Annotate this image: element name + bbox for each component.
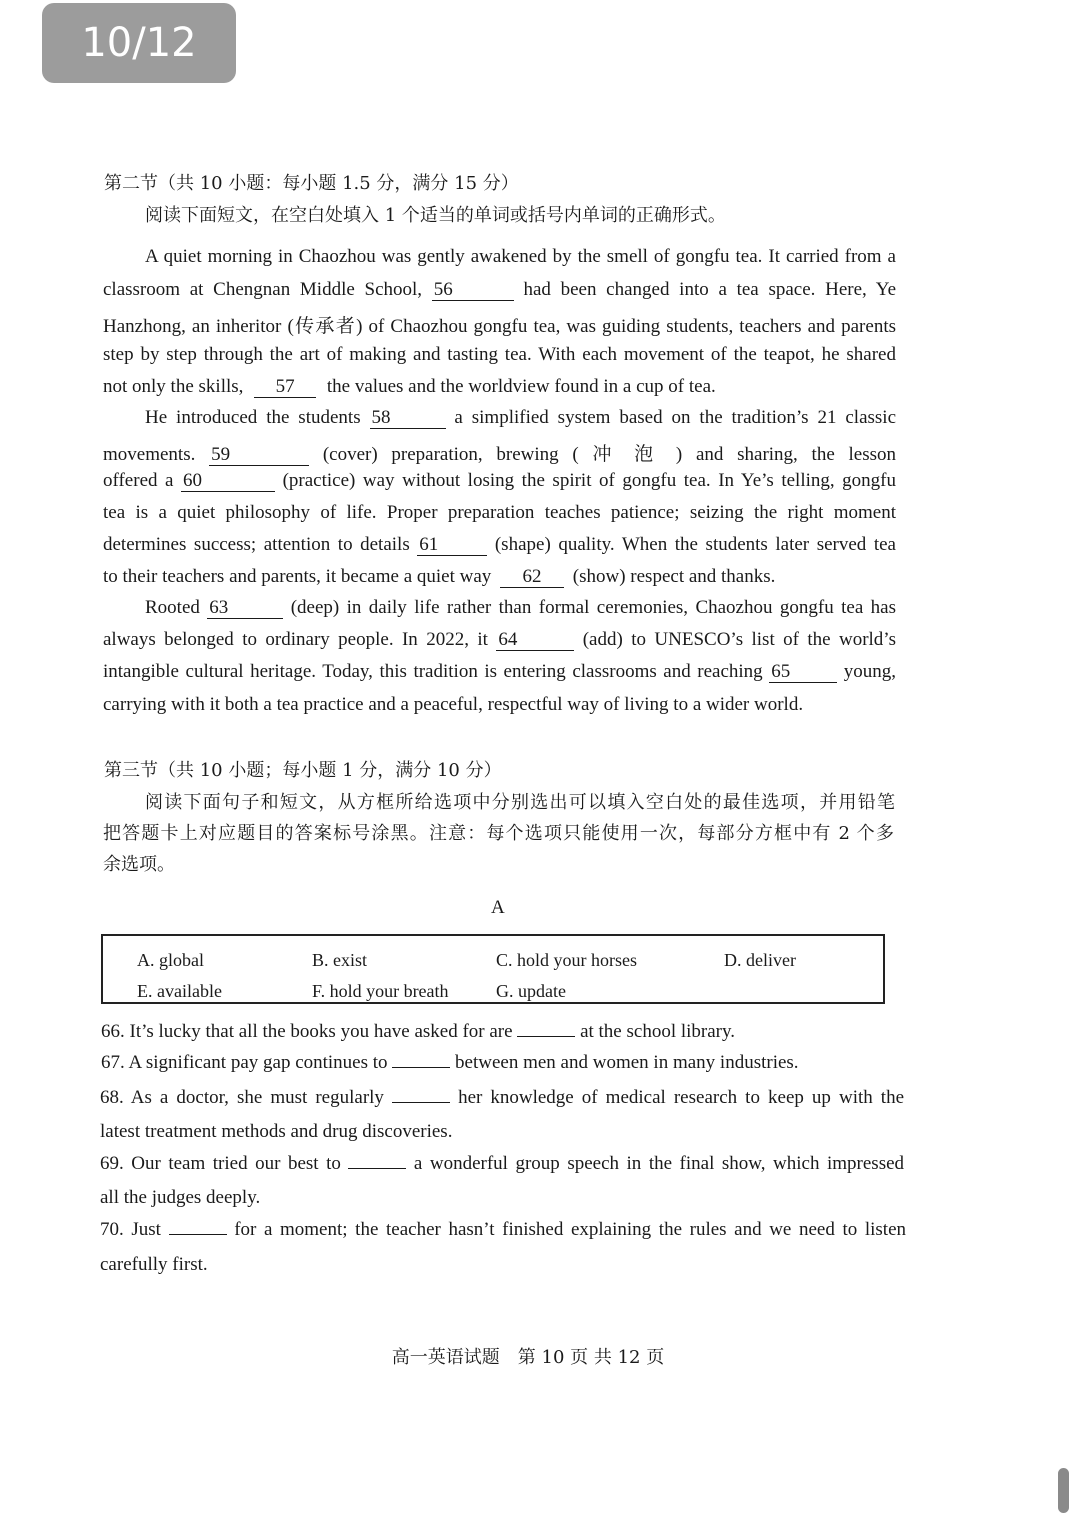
blank-65[interactable]: 65 <box>769 662 837 683</box>
passage-line: always belonged to ordinary people. In 2022, it 64 (add) to UNESCO’s list of the world’s <box>103 629 896 650</box>
question-70-cont: carefully first. <box>100 1254 208 1275</box>
passage-line: to their teachers and parents, it became a quiet way 62 (show) respect and thanks. <box>103 566 776 587</box>
option-b: B. exist <box>312 950 368 970</box>
question-66: 66. It’s lucky that all the books you have asked for are at the school library. <box>101 1021 736 1042</box>
passage-line: Hanzhong, an inheritor (传承者) of Chaozhou gongfu tea, was guiding students, teachers and parents <box>103 316 896 337</box>
passage-line: Rooted 63 (deep) in daily life rather than formal ceremonies, Chaozhou gongfu tea has <box>145 597 896 618</box>
blank-58[interactable]: 58 <box>370 408 446 429</box>
blank-60[interactable]: 60 <box>181 471 275 492</box>
blank-62[interactable]: 62 <box>500 567 564 588</box>
option-d: D. deliver <box>724 950 796 970</box>
passage-line: step by step through the art of making and tasting tea. With each movement of the teapot, he shared <box>103 344 896 365</box>
passage-line: classroom at Chengnan Middle School, 56 had been changed into a tea space. Here, Ye <box>103 279 897 300</box>
blank-63[interactable]: 63 <box>207 598 283 619</box>
question-69-cont: all the judges deeply. <box>100 1187 261 1208</box>
passage-line: movements. 59 (cover) preparation, brewing ( 冲 泡 ) and sharing, the lesson <box>103 444 896 465</box>
page-counter-badge: 10/12 <box>42 3 236 83</box>
passage-line: offered a 60 (practice) way without losing the spirit of gongfu tea. In Ye’s telling, gongfu <box>103 470 897 491</box>
question-68: 68. As a doctor, she must regularly her knowledge of medical research to keep up with the <box>100 1087 905 1108</box>
question-70: 70. Just for a moment; the teacher hasn’t finished explaining the rules and we need to listen <box>100 1219 907 1240</box>
scrollbar-thumb[interactable] <box>1058 1468 1069 1513</box>
section3-instruction: 把答题卡上对应题目的答案标号涂黑。注意：每个选项只能使用一次，每部分方框中有 2 个多 <box>103 823 894 844</box>
section3-instruction: 阅读下面句子和短文，从方框所给选项中分别选出可以填入空白处的最佳选项，并用铅笔 <box>145 792 895 813</box>
blank-57[interactable]: 57 <box>254 377 316 398</box>
answer-blank[interactable] <box>517 1035 575 1037</box>
passage-line: intangible cultural heritage. Today, this tradition is entering classrooms and reaching 65 young, <box>103 661 897 682</box>
part-label: A <box>491 897 505 918</box>
option-c: C. hold your horses <box>496 950 637 970</box>
answer-blank[interactable] <box>392 1066 450 1068</box>
answer-blank[interactable] <box>392 1101 450 1103</box>
blank-64[interactable]: 64 <box>496 630 574 651</box>
passage-line: He introduced the students 58 a simplified system based on the tradition’s 21 classic <box>145 407 897 428</box>
question-68-cont: latest treatment methods and drug discoveries. <box>100 1121 453 1142</box>
passage-line: carrying with it both a tea practice and a peaceful, respectful way of living to a wider world. <box>103 694 804 715</box>
option-e: E. available <box>137 981 222 1001</box>
option-g: G. update <box>496 981 566 1001</box>
passage-line: tea is a quiet philosophy of life. Proper preparation teaches patience; seizing the right moment <box>103 502 896 523</box>
question-67: 67. A significant pay gap continues to between men and women in many industries. <box>101 1052 799 1073</box>
blank-56[interactable]: 56 <box>432 280 514 301</box>
blank-59[interactable]: 59 <box>209 445 309 466</box>
blank-61[interactable]: 61 <box>417 535 487 556</box>
section2-heading: 第二节（共 10 小题：每小题 1.5 分，满分 15 分） <box>104 173 519 194</box>
section3-heading: 第三节（共 10 小题；每小题 1 分，满分 10 分） <box>104 760 502 781</box>
section2-instruction: 阅读下面短文，在空白处填入 1 个适当的单词或括号内单词的正确形式。 <box>145 205 726 226</box>
page-footer: 高一英语试题 第 10 页 共 12 页 <box>391 1347 665 1368</box>
passage-line: A quiet morning in Chaozhou was gently awakened by the smell of gongfu tea. It carried from a <box>145 246 896 267</box>
answer-blank[interactable] <box>348 1167 406 1169</box>
options-box <box>101 934 885 1004</box>
question-69: 69. Our team tried our best to a wonderful group speech in the final show, which impressed <box>100 1153 905 1174</box>
option-a: A. global <box>137 950 204 970</box>
section3-instruction: 余选项。 <box>103 854 175 875</box>
passage-line: not only the skills, 57 the values and the worldview found in a cup of tea. <box>103 376 716 397</box>
option-f: F. hold your breath <box>312 981 449 1001</box>
answer-blank[interactable] <box>169 1233 227 1235</box>
passage-line: determines success; attention to details 61 (shape) quality. When the students later served tea <box>103 534 896 555</box>
